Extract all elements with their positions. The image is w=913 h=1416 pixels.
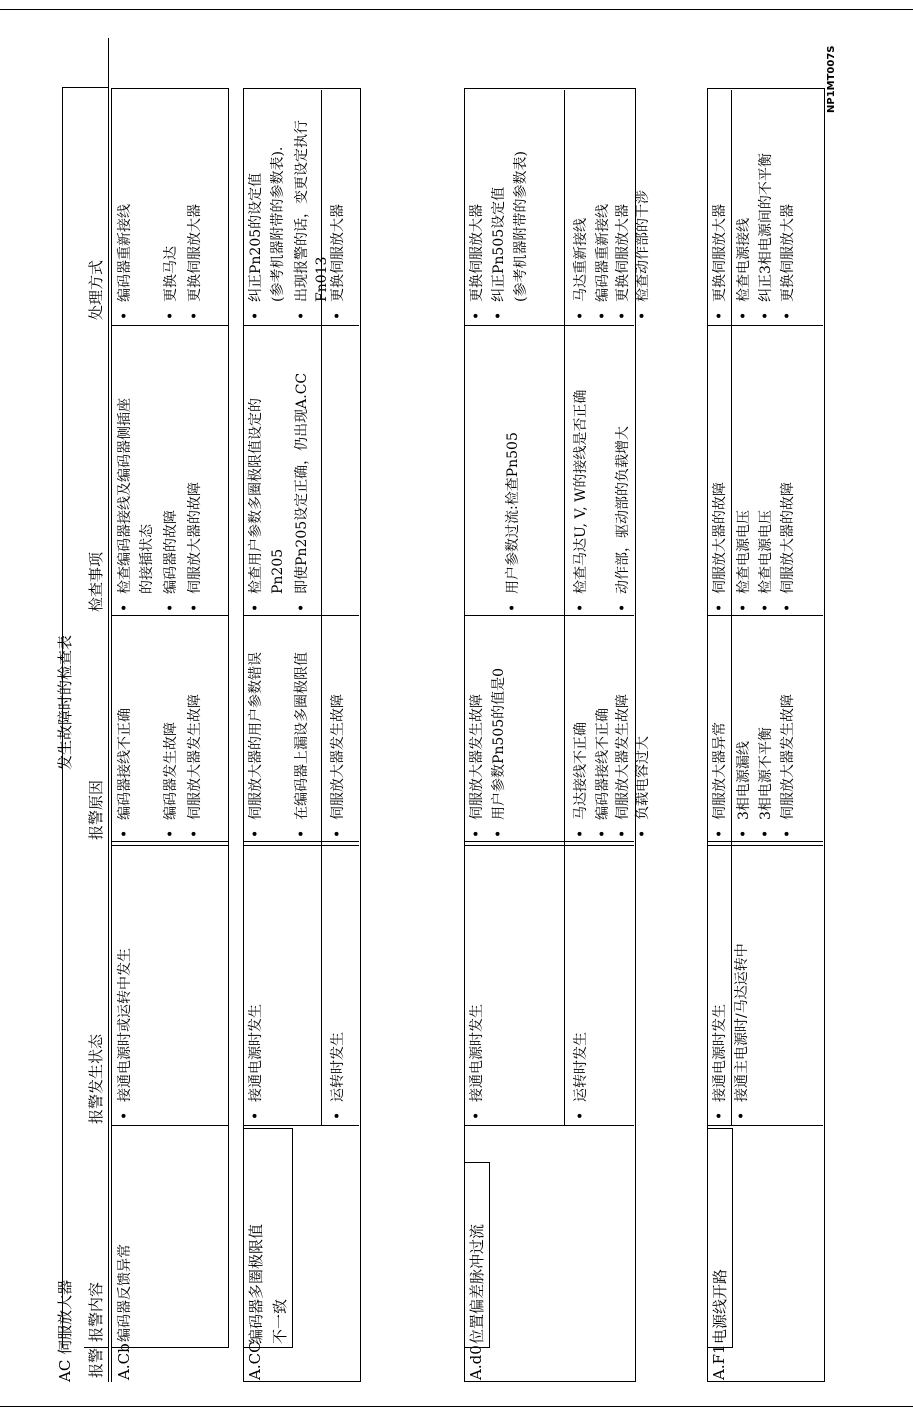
alarm-block-af1 [707, 38, 825, 1382]
table-title: 发生故障时的检查表 [56, 634, 74, 770]
action-item-cont: Fn013 [314, 256, 330, 302]
cause-item: •伺服放大器发生故障 [469, 694, 485, 838]
state-item: •接通电源时发生 [712, 1004, 728, 1120]
col-divider [707, 325, 823, 326]
section-title: AC 伺服放大器 [56, 1279, 74, 1382]
action-item: •更换伺服放大器 [469, 204, 485, 320]
alarm-code: A.CC [246, 1341, 264, 1380]
col-divider [112, 841, 228, 842]
col-divider [243, 325, 359, 326]
alarm-code: A.Cb [115, 1343, 133, 1380]
cause-item: •伺服放大器的用户参数错误 [248, 652, 264, 838]
action-item: •马达重新接线 [573, 218, 589, 320]
state-item: •运转时发生 [573, 1032, 589, 1120]
alarm-block-ad0 [464, 38, 651, 1382]
col-divider [707, 1125, 823, 1126]
header-check: 检查事项 [87, 551, 105, 612]
alarm-code: A.d0 [467, 1345, 485, 1380]
col-divider [707, 845, 823, 846]
col-divider [707, 841, 823, 842]
alarm-name: 编码器反馈异常 [117, 1244, 133, 1342]
cause-item: •伺服放大器发生故障 [187, 694, 203, 838]
action-item: •检查电源接线 [736, 218, 752, 320]
alarm-name-box: 电源线开路 [707, 1128, 733, 1348]
col-divider [464, 325, 634, 326]
alarm-name-box: 位置偏差脉冲过流 [464, 1162, 490, 1348]
action-item: •更换伺服放大器 [712, 204, 728, 320]
header-frame [62, 87, 109, 1348]
cause-item: •用户参数Pn505的值是0 [491, 667, 507, 838]
check-item: •检查电源电压 [758, 510, 774, 612]
check-item: •检查编码器接线及编码器侧插座 [117, 398, 133, 612]
action-item: •更换伺服放大器 [615, 204, 631, 320]
action-item: •纠正3相电源间的不平衡 [758, 153, 774, 320]
alarm-name-line: 编码器多圈极限值 [247, 1223, 265, 1344]
header-alarm: 报警 [87, 1347, 105, 1378]
state-item: •接通主电源时/马达运转中 [734, 943, 750, 1120]
header-rule [108, 38, 109, 1382]
header-content: 报警内容 [87, 1281, 105, 1342]
cause-item: •3相电源不平衡 [758, 727, 774, 838]
check-item: •用户参数过流:检查Pn505 [505, 432, 521, 612]
col-divider [464, 615, 634, 616]
col-divider [707, 615, 823, 616]
action-item-cont: (参考机器附带的参数表) [513, 151, 529, 302]
state-item: •接通电源时发生 [469, 1004, 485, 1120]
cause-item: •伺服放大器发生故障 [330, 694, 346, 838]
col-divider [112, 845, 228, 846]
check-item: •动作部，驱动部的负载增大 [615, 426, 631, 612]
row-divider [564, 90, 565, 1126]
state-item: •接通电源时发生 [248, 1004, 264, 1120]
action-item-cont: (参考机器附带的参数表). [270, 146, 286, 302]
cause-item: •在编码器上漏设多圈极限值 [294, 652, 310, 838]
action-item: •更换伺服放大器 [330, 204, 346, 320]
page-bottom-rule [0, 1406, 913, 1407]
alarm-name-box [243, 1128, 293, 1348]
rotated-table-page [54, 38, 913, 1382]
action-item: •更换马达 [163, 246, 179, 320]
col-divider [112, 325, 228, 326]
alarm-name-line: 不一致 [271, 1298, 289, 1344]
cause-item: •编码器接线不正确 [595, 708, 611, 838]
check-item-cont: 的接插状态 [139, 524, 155, 594]
action-item: •纠正Pn205的设定值 [248, 172, 264, 320]
col-divider [464, 841, 634, 842]
action-item: •出现报警的话，变更设定执行 [294, 120, 310, 320]
header-state: 报警发生状态 [87, 1033, 105, 1124]
page-top-rule [0, 9, 913, 10]
cause-item: •负载电容过大 [635, 736, 651, 838]
check-item: •检查用户参数多圈极限值设定的 [248, 398, 264, 612]
col-divider [112, 615, 228, 616]
col-divider [243, 845, 359, 846]
alarm-block-acc [243, 38, 361, 1382]
col-divider [112, 1125, 228, 1126]
col-divider [464, 845, 634, 846]
action-item: •更换伺服放大器 [187, 204, 203, 320]
col-divider [243, 1125, 359, 1126]
action-item: •更换伺服放大器 [780, 204, 796, 320]
col-divider [464, 1125, 634, 1126]
check-item: •伺服放大器的故障 [712, 482, 728, 612]
col-divider [243, 615, 359, 616]
header-cause: 报警原因 [87, 779, 105, 840]
action-item: •编码器重新接线 [595, 204, 611, 320]
check-item: •伺服放大器的故障 [780, 482, 796, 612]
check-item: •检查电源电压 [736, 510, 752, 612]
check-item: •伺服放大器的故障 [187, 482, 203, 612]
state-item: •接通电源时或运转中发生 [117, 948, 133, 1120]
check-item: •编码器的故障 [163, 510, 179, 612]
cause-item: •编码器接线不正确 [117, 708, 133, 838]
figure-id: NP1MT007S [826, 45, 837, 113]
alarm-code: A.F1 [710, 1344, 728, 1380]
cause-item: •3相电源漏线 [736, 741, 752, 838]
cause-item: •马达接线不正确 [573, 722, 589, 838]
cause-item: •伺服放大器发生故障 [780, 694, 796, 838]
cause-item: •编码器发生故障 [163, 722, 179, 838]
alarm-block-acb [112, 38, 230, 1382]
cause-item: •伺服放大器发生故障 [615, 694, 631, 838]
check-item-cont: Pn205 [270, 548, 286, 594]
state-item: •运转时发生 [330, 1032, 346, 1120]
check-item: •即使Pn205设定正确，仍出现A.CC [294, 372, 310, 612]
action-item: •编码器重新接线 [117, 204, 133, 320]
cause-item: •伺服放大器异常 [712, 722, 728, 838]
check-item: •检查马达U, V, W的接线是否正确 [573, 389, 589, 612]
header-action: 处理方式 [87, 259, 105, 320]
action-item: •检查动作部的干涉 [635, 190, 651, 320]
row-divider [321, 90, 322, 1126]
action-item: •纠正Pn505设定值 [491, 186, 507, 320]
col-divider [243, 841, 359, 842]
